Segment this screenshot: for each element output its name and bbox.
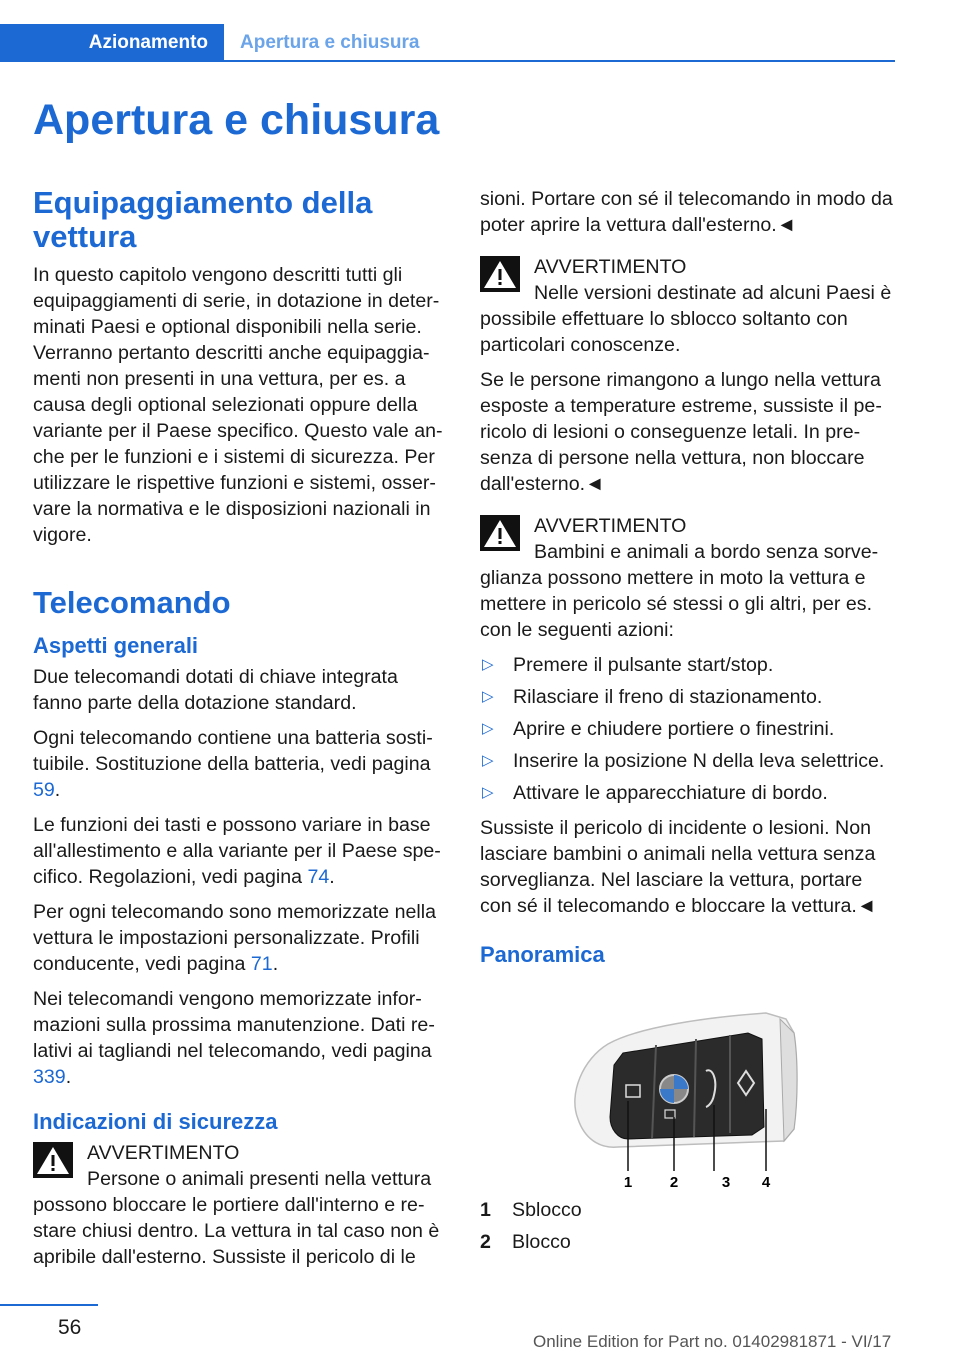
paragraph-temperature: Se le persone rimangono a lungo nella vettura esposte a temperature estreme, sussiste il pericolo di lesioni o conseguenze letali. In presenza di persone nella vettura, non bloccare dall'esterno.◄ [480, 369, 882, 495]
triangle-bullet-icon: ▷ [482, 720, 494, 737]
paragraph-1: Due telecomandi dotati di chiave integrata fanno parte della dotazione standard. [33, 666, 398, 714]
paragraph-equipaggiamento: In questo capitolo vengono descritti tutti gli equipaggiamenti di serie, in dotazione in determinati Paesi e optional disponibili nella serie. Verranno pertanto descritti anche equipaggiamenti non presenti in una vettura, per es. a causa degli optional selezionati oppure della variante per il Paese specifico. Questo vale anche per le funzioni e i sistemi di sicurezza. Per utilizzare le rispettive funzioni e sistemi, osservare la normativa e le disposizioni nazionali in vigore. [33, 264, 443, 546]
page-number: 56 [58, 1316, 82, 1339]
heading-indicazioni-sicurezza: Indicazioni di sicurezza [33, 1109, 278, 1134]
callout-2: 2 [669, 1174, 679, 1189]
callout-1: 1 [623, 1174, 633, 1189]
list-item: ▷ Inserire la posizione N della leva selettrice. [482, 750, 885, 772]
warning-triangle-icon [480, 515, 520, 551]
warning-triangle-icon [480, 256, 520, 292]
right-column [480, 186, 895, 1261]
triangle-bullet-icon: ▷ [482, 688, 494, 705]
left-column [33, 186, 448, 1279]
footer-rule [0, 1304, 98, 1306]
warning-2 [480, 254, 895, 358]
list-item: ▷ Rilasciare il freno di stazionamento. [482, 686, 823, 708]
warning-1 [33, 1140, 448, 1270]
callout-4: 4 [761, 1174, 771, 1189]
triangle-bullet-icon: ▷ [482, 784, 494, 801]
list-item: ▷ Aprire e chiudere portiere o finestrini. [482, 718, 835, 740]
page-link-71[interactable]: 71 [250, 953, 273, 975]
heading-telecomando: Telecomando [33, 585, 231, 620]
legend [480, 1197, 895, 1255]
warning-text: Bambini e animali a bordo senza sorveglianza possono mettere in moto la vettura e mettere in pericolo sé stessi o gli altri, per es. con le seguenti azioni: [480, 541, 879, 641]
page-link-59[interactable]: 59 [33, 779, 55, 801]
key-fob-illustration [548, 1009, 800, 1189]
heading-equipaggiamento: Equipaggiamento della vettura [33, 185, 373, 254]
footer-edition: Online Edition for Part no. 01402981871 - VI/17 [533, 1332, 892, 1351]
paragraph-risk: Sussiste il pericolo di incidente o lesioni. Non lasciare bambini o animali nella vettura senza sorveglianza. Nel lasciare la vettura, portare con sé il telecomando e bloccare la vettura.◄ [480, 817, 877, 917]
header-tab-apertura[interactable]: Apertura e chiusura [240, 32, 420, 53]
paragraph-5: Nei telecomandi vengono memorizzate informazioni sulla prossima manutenzione. Dati relativi ai tagliandi nel telecomando, vedi pagina 339. [33, 988, 435, 1088]
paragraph-4: Per ogni telecomando sono memorizzate nella vettura le impostazioni personalizzate. Profili conducente, vedi pagina 71. [33, 901, 436, 975]
warning-triangle-icon [33, 1142, 73, 1178]
triangle-bullet-icon: ▷ [482, 656, 494, 673]
heading-panoramica: Panoramica [480, 942, 605, 967]
page-title: Apertura e chiusura [33, 96, 440, 144]
paragraph-3: Le funzioni dei tasti e possono variare in base all'allestimento e alla variante per il Paese specifico. Regolazioni, vedi pagina 74. [33, 814, 441, 888]
page-link-74[interactable]: 74 [307, 866, 330, 888]
legend-row: 1 Sblocco [480, 1199, 582, 1221]
warning-title: AVVERTIMENTO [534, 256, 687, 278]
bullet-list [480, 652, 895, 806]
header-tab-azionamento[interactable]: Azionamento [0, 24, 224, 62]
callout-3: 3 [721, 1174, 731, 1189]
paragraph-continuation: sioni. Portare con sé il telecomando in modo da poter aprire la vettura dall'esterno.◄ [480, 188, 893, 236]
heading-aspetti-generali: Aspetti generali [33, 633, 199, 658]
warning-title: AVVERTIMENTO [87, 1142, 240, 1164]
warning-text: Persone o animali presenti nella vettura possono bloccare le portiere dall'interno e restare chiusi dentro. La vettura in tal caso non è apribile dall'esterno. Sussiste il pericolo di le [33, 1168, 440, 1268]
warning-text: Nelle versioni destinate ad alcuni Paesi è possibile effettuare lo sblocco soltanto con particolari conoscenze. [480, 282, 892, 356]
paragraph-2: Ogni telecomando contiene una batteria sostituibile. Sostituzione della batteria, vedi pagina 59. [33, 727, 433, 801]
header-rule [0, 60, 895, 62]
list-item: ▷ Premere il pulsante start/stop. [482, 654, 774, 676]
page-link-339[interactable]: 339 [33, 1066, 66, 1088]
list-item: ▷ Attivare le apparecchiature di bordo. [482, 782, 828, 804]
triangle-bullet-icon: ▷ [482, 752, 494, 769]
warning-title: AVVERTIMENTO [534, 515, 687, 537]
legend-row: 2 Blocco [480, 1231, 571, 1253]
warning-3 [480, 513, 895, 643]
